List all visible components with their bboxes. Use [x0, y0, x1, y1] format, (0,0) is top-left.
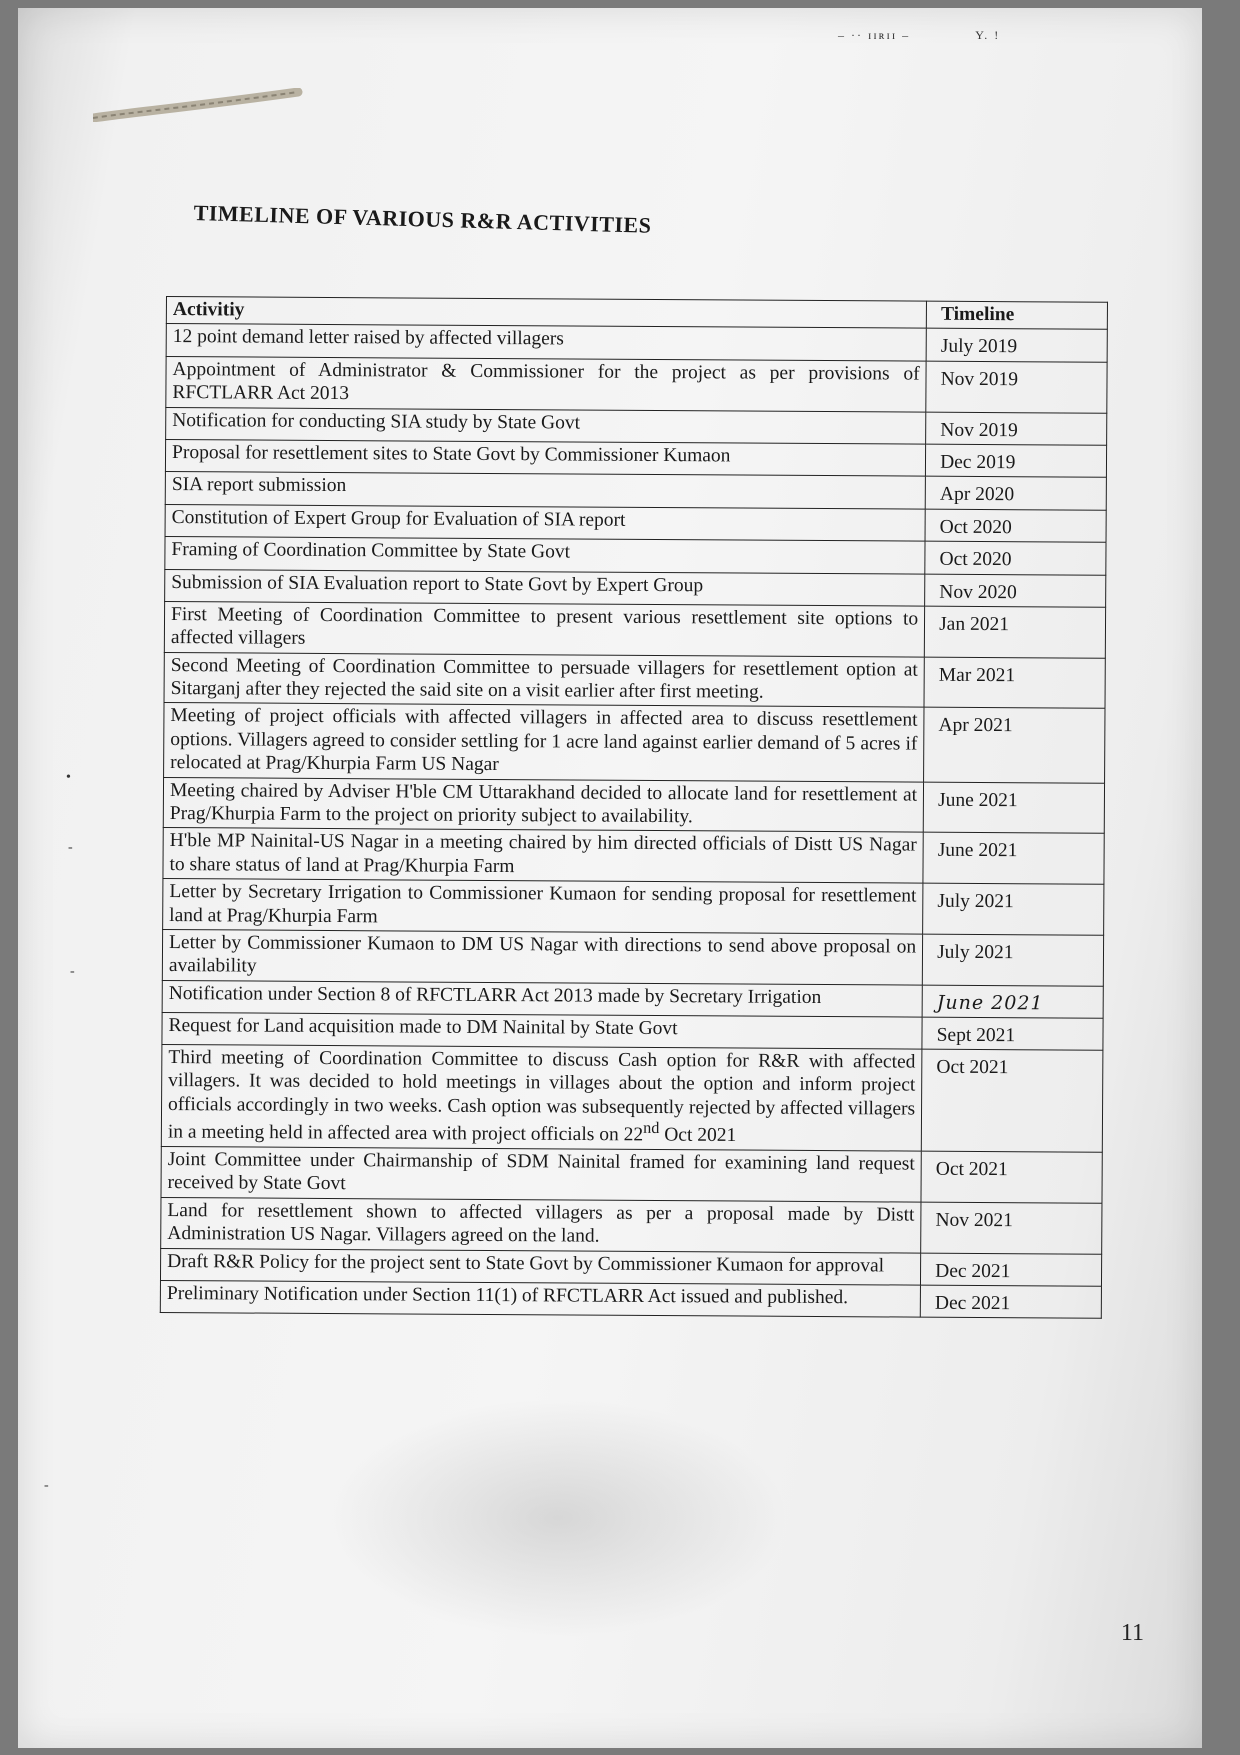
activity-cell: Appointment of Administrator & Commissioner for the project as per provisions of RFCTLARR Act 2013 [166, 356, 926, 411]
ordinal-suffix: nd [643, 1119, 660, 1138]
table-row [161, 1197, 1102, 1254]
header-initials: Y. ! [975, 28, 1001, 42]
margin-dash-icon: - [70, 964, 75, 979]
timeline-cell: Nov 2019 [926, 412, 1107, 445]
activity-cell [161, 1044, 922, 1151]
table-row [164, 703, 1105, 783]
timeline-cell: Oct 2020 [925, 541, 1106, 574]
activity-cell: Letter by Secretary Irrigation to Commissioner Kumaon for sending proposal for resettlement land at Prag/Khurpia Farm [163, 879, 923, 934]
page-title: TIMELINE OF VARIOUS R&R ACTIVITIES [193, 200, 652, 238]
timeline-cell: Apr 2020 [925, 476, 1106, 509]
activity-cell: H'ble MP Nainital-US Nagar in a meeting chaired by him directed officials of Distt US Nagar to share status of land at Prag/Khurpia Farm [163, 828, 923, 883]
timeline-cell: Dec 2019 [926, 444, 1107, 477]
activity-cell: 12 point demand letter raised by affected villagers [166, 324, 926, 361]
table-row [160, 1280, 1101, 1318]
activity-cell: Constitution of Expert Group for Evaluation of SIA report [165, 504, 925, 541]
activity-cell: Request for Land acquisition made to DM Nainital by State Govt [162, 1012, 922, 1049]
table-row [166, 356, 1107, 413]
activity-column-header: Activitiy [166, 297, 926, 329]
activity-cell: Notification for conducting SIA study by State Govt [166, 407, 926, 444]
activity-text-end: Oct 2021 [659, 1124, 737, 1147]
timeline-cell: Mar 2021 [924, 657, 1105, 709]
timeline-cell: Apr 2021 [924, 708, 1105, 783]
timeline-cell: July 2019 [926, 329, 1107, 362]
timeline-cell: June 2021 [923, 782, 1104, 834]
timeline-cell: Oct 2020 [925, 509, 1106, 542]
timeline-cell: Jan 2021 [924, 606, 1105, 658]
activity-cell: Proposal for resettlement sites to State Govt by Commissioner Kumaon [165, 439, 925, 476]
margin-dash-icon: - [68, 840, 73, 855]
timeline-cell: Oct 2021 [921, 1151, 1102, 1203]
activity-cell: SIA report submission [165, 472, 925, 509]
timeline-cell: June 2021 [923, 833, 1104, 885]
activity-cell: First Meeting of Coordination Committee to present various resettlement site options to affected villagers [164, 601, 924, 656]
table-row [164, 601, 1105, 658]
table-row [163, 828, 1104, 885]
activity-cell: Notification under Section 8 of RFCTLARR Act 2013 made by Secretary Irrigation [162, 980, 922, 1016]
document-page [18, 8, 1202, 1748]
activity-cell: Framing of Coordination Committee by State Govt [165, 537, 925, 574]
timeline-cell: Dec 2021 [921, 1253, 1102, 1286]
timeline-cell: Nov 2020 [925, 574, 1106, 607]
activity-cell: Letter by Commissioner Kumaon to DM US Nagar with directions to send above proposal on availability [162, 929, 922, 984]
header-scribble-text: ‒ ·· ɪɪʀɪɪ ‒ [838, 28, 911, 42]
timeline-cell: Dec 2021 [920, 1285, 1101, 1318]
activity-cell: Draft R&R Policy for the project sent to State Govt by Commissioner Kumaon for approval [160, 1248, 920, 1285]
activity-text: Third meeting of Coordination Committee to discuss Cash option for R&R with affected villagers. It was decided to hold meetings in villages about the option and inform project officials accordingly in two weeks. Cash option was subsequently rejected by affected villagers in a meeting held in affected area with project officials on 22 [167, 1046, 916, 1146]
timeline-cell-handwritten: June 2021 [922, 985, 1103, 1018]
timeline-column-header: Timeline [926, 301, 1107, 329]
timeline-cell: Nov 2019 [926, 361, 1107, 413]
table-row [161, 1147, 1102, 1204]
scan-shadow [328, 1398, 788, 1638]
activity-cell: Meeting of project officials with affected villagers in affected area to discuss resettlement options. Villagers agreed to consider settling for 1 acre land against earlier demand of 5 acres if relocated at Prag/Khurpia Farm US Nagar [164, 703, 925, 782]
timeline-table-container [160, 296, 1108, 1319]
timeline-cell: Nov 2021 [921, 1202, 1102, 1254]
page-number: 11 [1120, 1620, 1144, 1646]
activity-cell: Submission of SIA Evaluation report to State Govt by Expert Group [165, 569, 925, 606]
table-row [162, 929, 1103, 986]
timeline-table [160, 296, 1108, 1319]
activity-cell: Second Meeting of Coordination Committee to persuade villagers for resettlement option at Sitarganj after they rejected the said site on a visit earlier after first meeting. [164, 652, 924, 707]
activity-cell: Meeting chaired by Adviser H'ble CM Uttarakhand decided to allocate land for resettlement at Prag/Khurpia Farm to the project on priority subject to availability. [163, 777, 923, 832]
header-scribble [838, 28, 1000, 43]
margin-dash-icon: - [44, 1478, 49, 1493]
timeline-cell: Oct 2021 [921, 1049, 1103, 1152]
margin-dot-icon: • [66, 770, 71, 785]
timeline-cell: July 2021 [923, 883, 1104, 935]
activity-cell: Land for resettlement shown to affected villagers as per a proposal made by Distt Administration US Nagar. Villagers agreed on the land. [161, 1197, 921, 1252]
table-row [163, 879, 1104, 936]
timeline-cell: July 2021 [922, 934, 1103, 986]
table-row [163, 777, 1104, 834]
table-row [161, 1044, 1103, 1152]
table-row [164, 652, 1105, 709]
activity-cell: Joint Committee under Chairmanship of SDM Nainital framed for examining land request received by State Govt [161, 1147, 921, 1202]
timeline-cell: Sept 2021 [922, 1017, 1103, 1050]
staple-thread-icon [93, 88, 303, 122]
activity-cell: Preliminary Notification under Section 11(1) of RFCTLARR Act issued and published. [160, 1280, 920, 1317]
